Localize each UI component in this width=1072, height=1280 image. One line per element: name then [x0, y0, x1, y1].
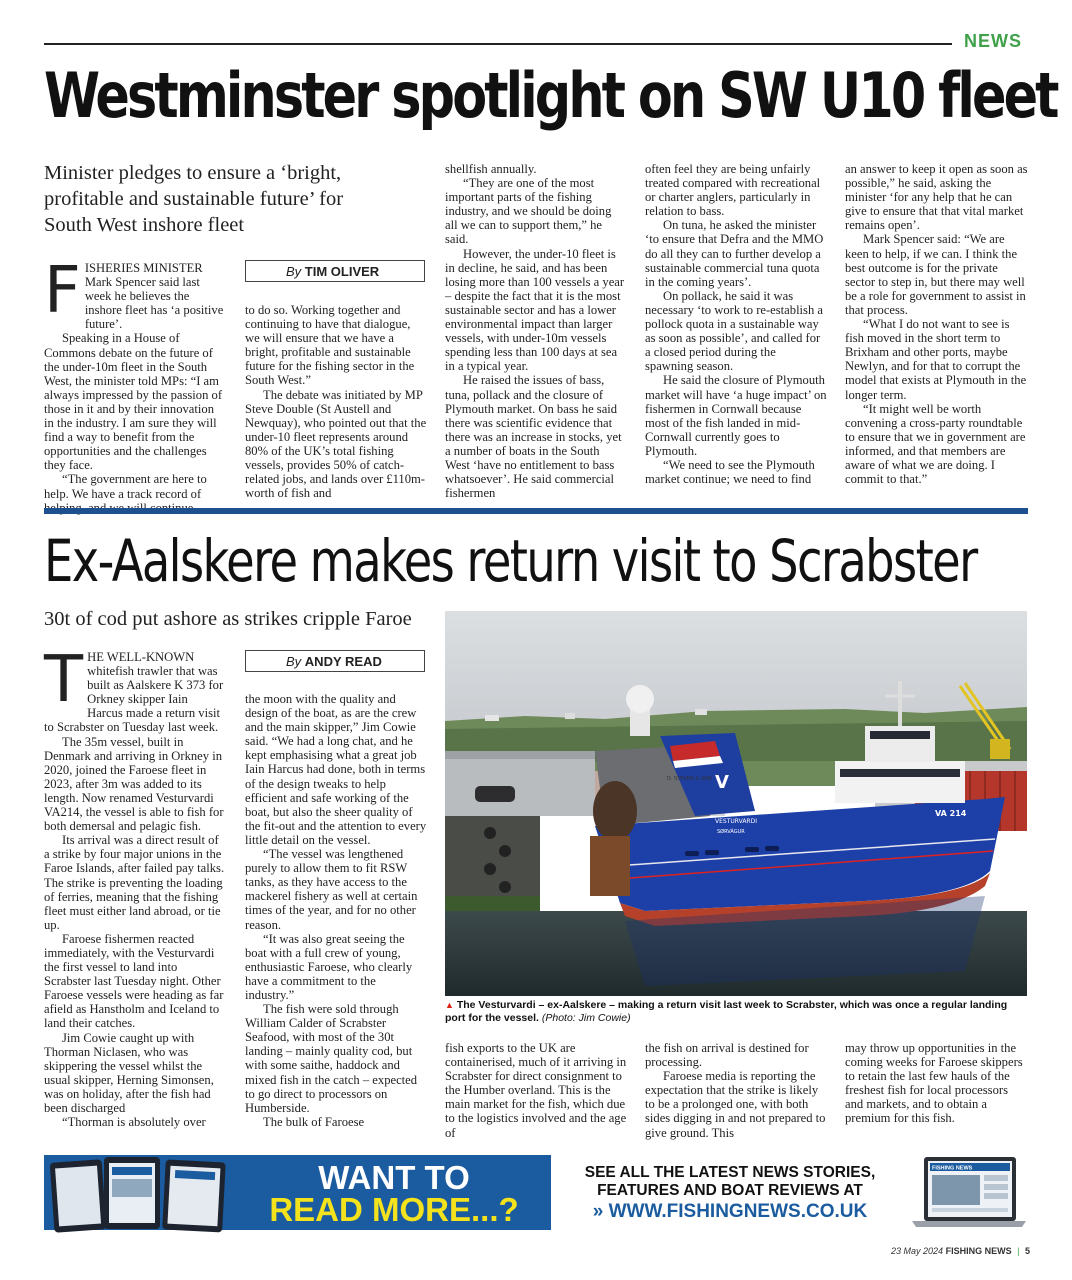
photo-caption — [445, 999, 1027, 1025]
banner-line-2: READ MORE...? — [269, 1191, 519, 1228]
section-label: NEWS — [964, 31, 1022, 51]
article2-dropcap: T — [44, 643, 84, 717]
article2-paragraph: “It was also great seeing the boat with a full crew of young, enthusiastic Faroese, who clearly have a commitment to the industry.” — [245, 931, 413, 1002]
footer-separator: | — [1017, 1246, 1020, 1256]
article2-paragraph: Faroese fishermen reacted immediately, with the Vesturvardi the first vessel to land into Scrabster last Tuesday night. Other Faroese vessels were heading as far afield as Hanstholm and Iceland to land their catches. — [44, 931, 224, 1031]
laptop-icon — [910, 1155, 1028, 1230]
article1-paragraph: He raised the issues of bass, tuna, pollack and the closure of Plymouth market. On bass he said there was scientific evidence that there was an increase in stocks, yet a number of boats in the South West ‘have no entitlement to bass whatsoever’. He said commercial fishermen — [445, 373, 622, 501]
article1-paragraph: “We need to see the Plymouth market continue; we need to find — [645, 457, 815, 487]
promo-text-line-2: FEATURES AND BOAT REVIEWS AT — [597, 1182, 863, 1199]
article1-paragraph: Speaking in a House of Commons debate on the future of the under-10m fleet in the South West, the minister told MPs: “I am always impressed by the passion of those in it and by their innovation in the industry. I am sure they will find a way to benefit from the opportunities and the challenges they face. — [44, 331, 223, 473]
article1-paragraph: “They are one of the most important parts of the fishing industry, and we should be doing all we can to support them,” he said. — [445, 176, 612, 247]
promo-banner[interactable] — [44, 1155, 551, 1230]
article2-column-5 — [845, 1041, 1029, 1141]
article2-paragraph: Faroese media is reporting the expectation that the strike is likely to be a prolonged one, with both sides digging in and not prepared to give ground. This — [645, 1069, 826, 1140]
photo-shed-sign: D. STEVEN & SON — [667, 776, 712, 782]
article1-byline — [245, 260, 425, 282]
article2-paragraph: The fish were sold through William Calder of Scrabster Seafood, with most of the 30t landing – mainly quality cod, but with some saithe, haddock and mixed fish in the catch – expected to go direct to processors on Humberside. — [245, 1002, 418, 1115]
article1-paragraph: “It might well be worth convening a cross-party roundtable to ensure that we in government are informed, and that members are aware of what we are doing. I commit to that.” — [845, 401, 1026, 487]
article1-standfirst: Minister pledges to ensure a ‘bright, profitable and sustainable future’ for South West inshore fleet — [44, 162, 344, 236]
footer-page-number: 5 — [1024, 1246, 1030, 1256]
article1-paragraph: Mark Spencer said: “We are keen to help, if we can. I think the best outcome is for the private sector to step in, but there may well be a role for government to assist in that process. — [845, 232, 1026, 317]
footer-date: 23 May 2024 — [891, 1246, 944, 1256]
article1-paragraph: “The government are here to help. We have a track record of — [44, 472, 207, 501]
article2-paragraph: “Thorman is absolutely over — [62, 1115, 206, 1130]
byline-name: ANDY READ — [304, 654, 382, 669]
article2-paragraph: Jim Cowie caught up with Thorman Niclasen, who was skippering the vessel whilst the usual skipper, Herning Simonsen, was on holiday, after the fish had been discharged — [44, 1030, 214, 1115]
article1-paragraph: On pollack, he said it was necessary ‘to work to re-establish a pollock quota in a sustainable way as soon as possible’, and called for a closed period during the spawning season. — [645, 288, 823, 374]
article2-column-1 — [44, 643, 225, 1142]
article2-paragraph: the fish on arrival is destined for processing. — [645, 1041, 809, 1070]
article2-paragraph: “The vessel was lengthened purely to allow them to fit RSW tanks, as they have access to the mackerel fishery as well at certain times of the year, and for no other reason. — [245, 847, 418, 932]
article1-paragraph: often feel they are being unfairly treated compared with recreational or charter anglers, particularly in relation to bass. — [645, 162, 821, 219]
article1-column-1 — [44, 254, 224, 501]
laptop-logo: FISHING NEWS — [932, 1165, 973, 1172]
article2-column-3 — [445, 1041, 627, 1141]
article1-column-3 — [445, 162, 627, 499]
article2-paragraph: Its arrival was a direct result of a strike by four major unions in the Faroe Islands, after failed pay talks. The strike is preventing the loading of ferries, meaning that the fishing fleet must either land abroad, or tie up. — [44, 833, 225, 932]
photo-bow-letter: V — [715, 772, 729, 793]
article2-standfirst: 30t of cod put ashore as strikes cripple Faroe — [44, 608, 412, 630]
article1-paragraph: However, the under-10 fleet is in decline, he said, and has been losing more than 100 vessels a year – despite the fact that it is the most sustainable sector and has a lower environmental impact than larger vessels, with under-10m vessels spending less than 100 days at sea in a typical year. — [445, 246, 625, 374]
article1-headline: Westminster spotlight on SW U10 fleet — [44, 59, 1057, 132]
article1-paragraph: On tuna, he asked the minister ‘to ensure that Defra and the MMO do all they can to further develop a sustainable commercial tuna quota in the coming years’. — [645, 218, 824, 289]
promo-text — [560, 1164, 900, 1200]
article2-paragraph: The 35m vessel, built in Denmark and arriving in Orkney in 2020, joined the Faroese fleet in 2023, after 3m was added to its length. Now renamed Vesturvardi VA214, the vessel is able to fish for both demersal and pelagic fish. — [44, 734, 224, 834]
article1-paragraph: to do so. Working together and continuing to have that dialogue, we will ensure that we have a bright, profitable and sustainable future for the fishing sector in the South West.” — [245, 303, 415, 388]
article1-paragraph: “What I do not want to see is fish moved in the short term to Brixham and other ports, maybe Newlyn, and for that to corrupt the model that exists at Plymouth in the longer term. — [845, 317, 1027, 402]
article1-paragraph: shellfish annually. — [445, 162, 537, 176]
caption-credit: (Photo: Jim Cowie) — [541, 1012, 631, 1024]
double-chevron-icon: » — [592, 1201, 604, 1222]
section-divider — [44, 508, 1028, 514]
article2-column-4 — [645, 1041, 827, 1141]
article1-column-5 — [845, 162, 1029, 499]
photo-reg-number: VA 214 — [935, 809, 967, 818]
promo-url: WWW.FISHINGNEWS.CO.UK — [608, 1201, 868, 1222]
vessel-photo — [445, 611, 1027, 996]
article2-paragraph: HE WELL-KNOWN whitefish trawler that was built as Aalskere K 373 for Orkney skipper Iain Harcus made a return visit to Scrabster on Tuesday last week. — [44, 650, 224, 735]
article2-column-2 — [245, 692, 427, 1142]
article1-paragraph: He said the closure of Plymouth market will have ‘a huge impact’ on fishermen in Cornwall because most of the fish landed in mid-Cornwall currently goes to Plymouth. — [645, 373, 827, 458]
banner-line-1: WANT TO — [318, 1159, 470, 1196]
article2-paragraph: may throw up opportunities in the coming weeks for Faroese skippers to retain the last few hauls of the freshest fish for local processors and markets, and to obtain a premium for this fish. — [845, 1041, 1023, 1126]
caption-text: The Vesturvardi – ex-Aalskere – making a return visit last week to Scrabster, which was once a regular landing port for the vessel. — [445, 999, 1008, 1024]
article1-paragraph: an answer to keep it open as soon as possible,” he said, asking the minister ‘for any help that he can give to ensure that that vital market remains open’. — [845, 162, 1028, 233]
page-footer — [860, 1246, 1030, 1256]
header-rule — [44, 43, 952, 45]
caption-triangle-icon: ▲ — [445, 1000, 454, 1010]
article1-dropcap: F — [44, 254, 81, 328]
byline-name: TIM OLIVER — [304, 264, 380, 279]
photo-home-port: SØRVÁGUR — [717, 829, 745, 835]
article1-paragraph: The debate was initiated by MP Steve Double (St Austell and Newquay), who pointed out that the under-10 fleet represents around 80% of the UK’s total fishing vessels, provides 50% of catch-related jobs, and lands over £110m-worth of fish and — [245, 387, 427, 501]
article1-column-2 — [245, 303, 427, 499]
tablets-icon — [44, 1155, 244, 1230]
photo-vessel-name: VESTURVARDI — [715, 818, 757, 825]
promo-text-line-1: SEE ALL THE LATEST NEWS STORIES, — [584, 1164, 876, 1181]
article2-paragraph: The bulk of Faroese — [263, 1114, 365, 1129]
promo-url-link[interactable] — [560, 1200, 900, 1224]
article2-paragraph: the moon with the quality and design of the boat, as are the crew and the main skipper,” Jim Cowie said. “We had a long chat, and he kept emphasising what a great job Iain Harcus had done, both in terms of the design tweaks to help efficient and safe working of the boat, but also the sheer quality of the fit-out and the attention to every little detail on the vessel. — [245, 692, 427, 847]
byline-prefix: By — [286, 654, 302, 669]
laptop-image — [910, 1155, 1028, 1230]
article1-column-4 — [645, 162, 827, 499]
byline-prefix: By — [286, 264, 302, 279]
article2-headline: Ex-Aalskere makes return visit to Scrabster — [44, 527, 977, 595]
footer-publication: FISHING NEWS — [945, 1246, 1012, 1256]
article2-byline — [245, 650, 425, 672]
article1-paragraph: ISHERIES MINISTER Mark Spencer said last week he believes the inshore fleet has ‘a positive future’. — [84, 261, 224, 332]
article2-paragraph: fish exports to the UK are containerised, much of it arriving in Scrabster for direct consignment to the Humber overland. This is the main market for the fish, which due to the logistics involved and the age of — [445, 1041, 627, 1140]
